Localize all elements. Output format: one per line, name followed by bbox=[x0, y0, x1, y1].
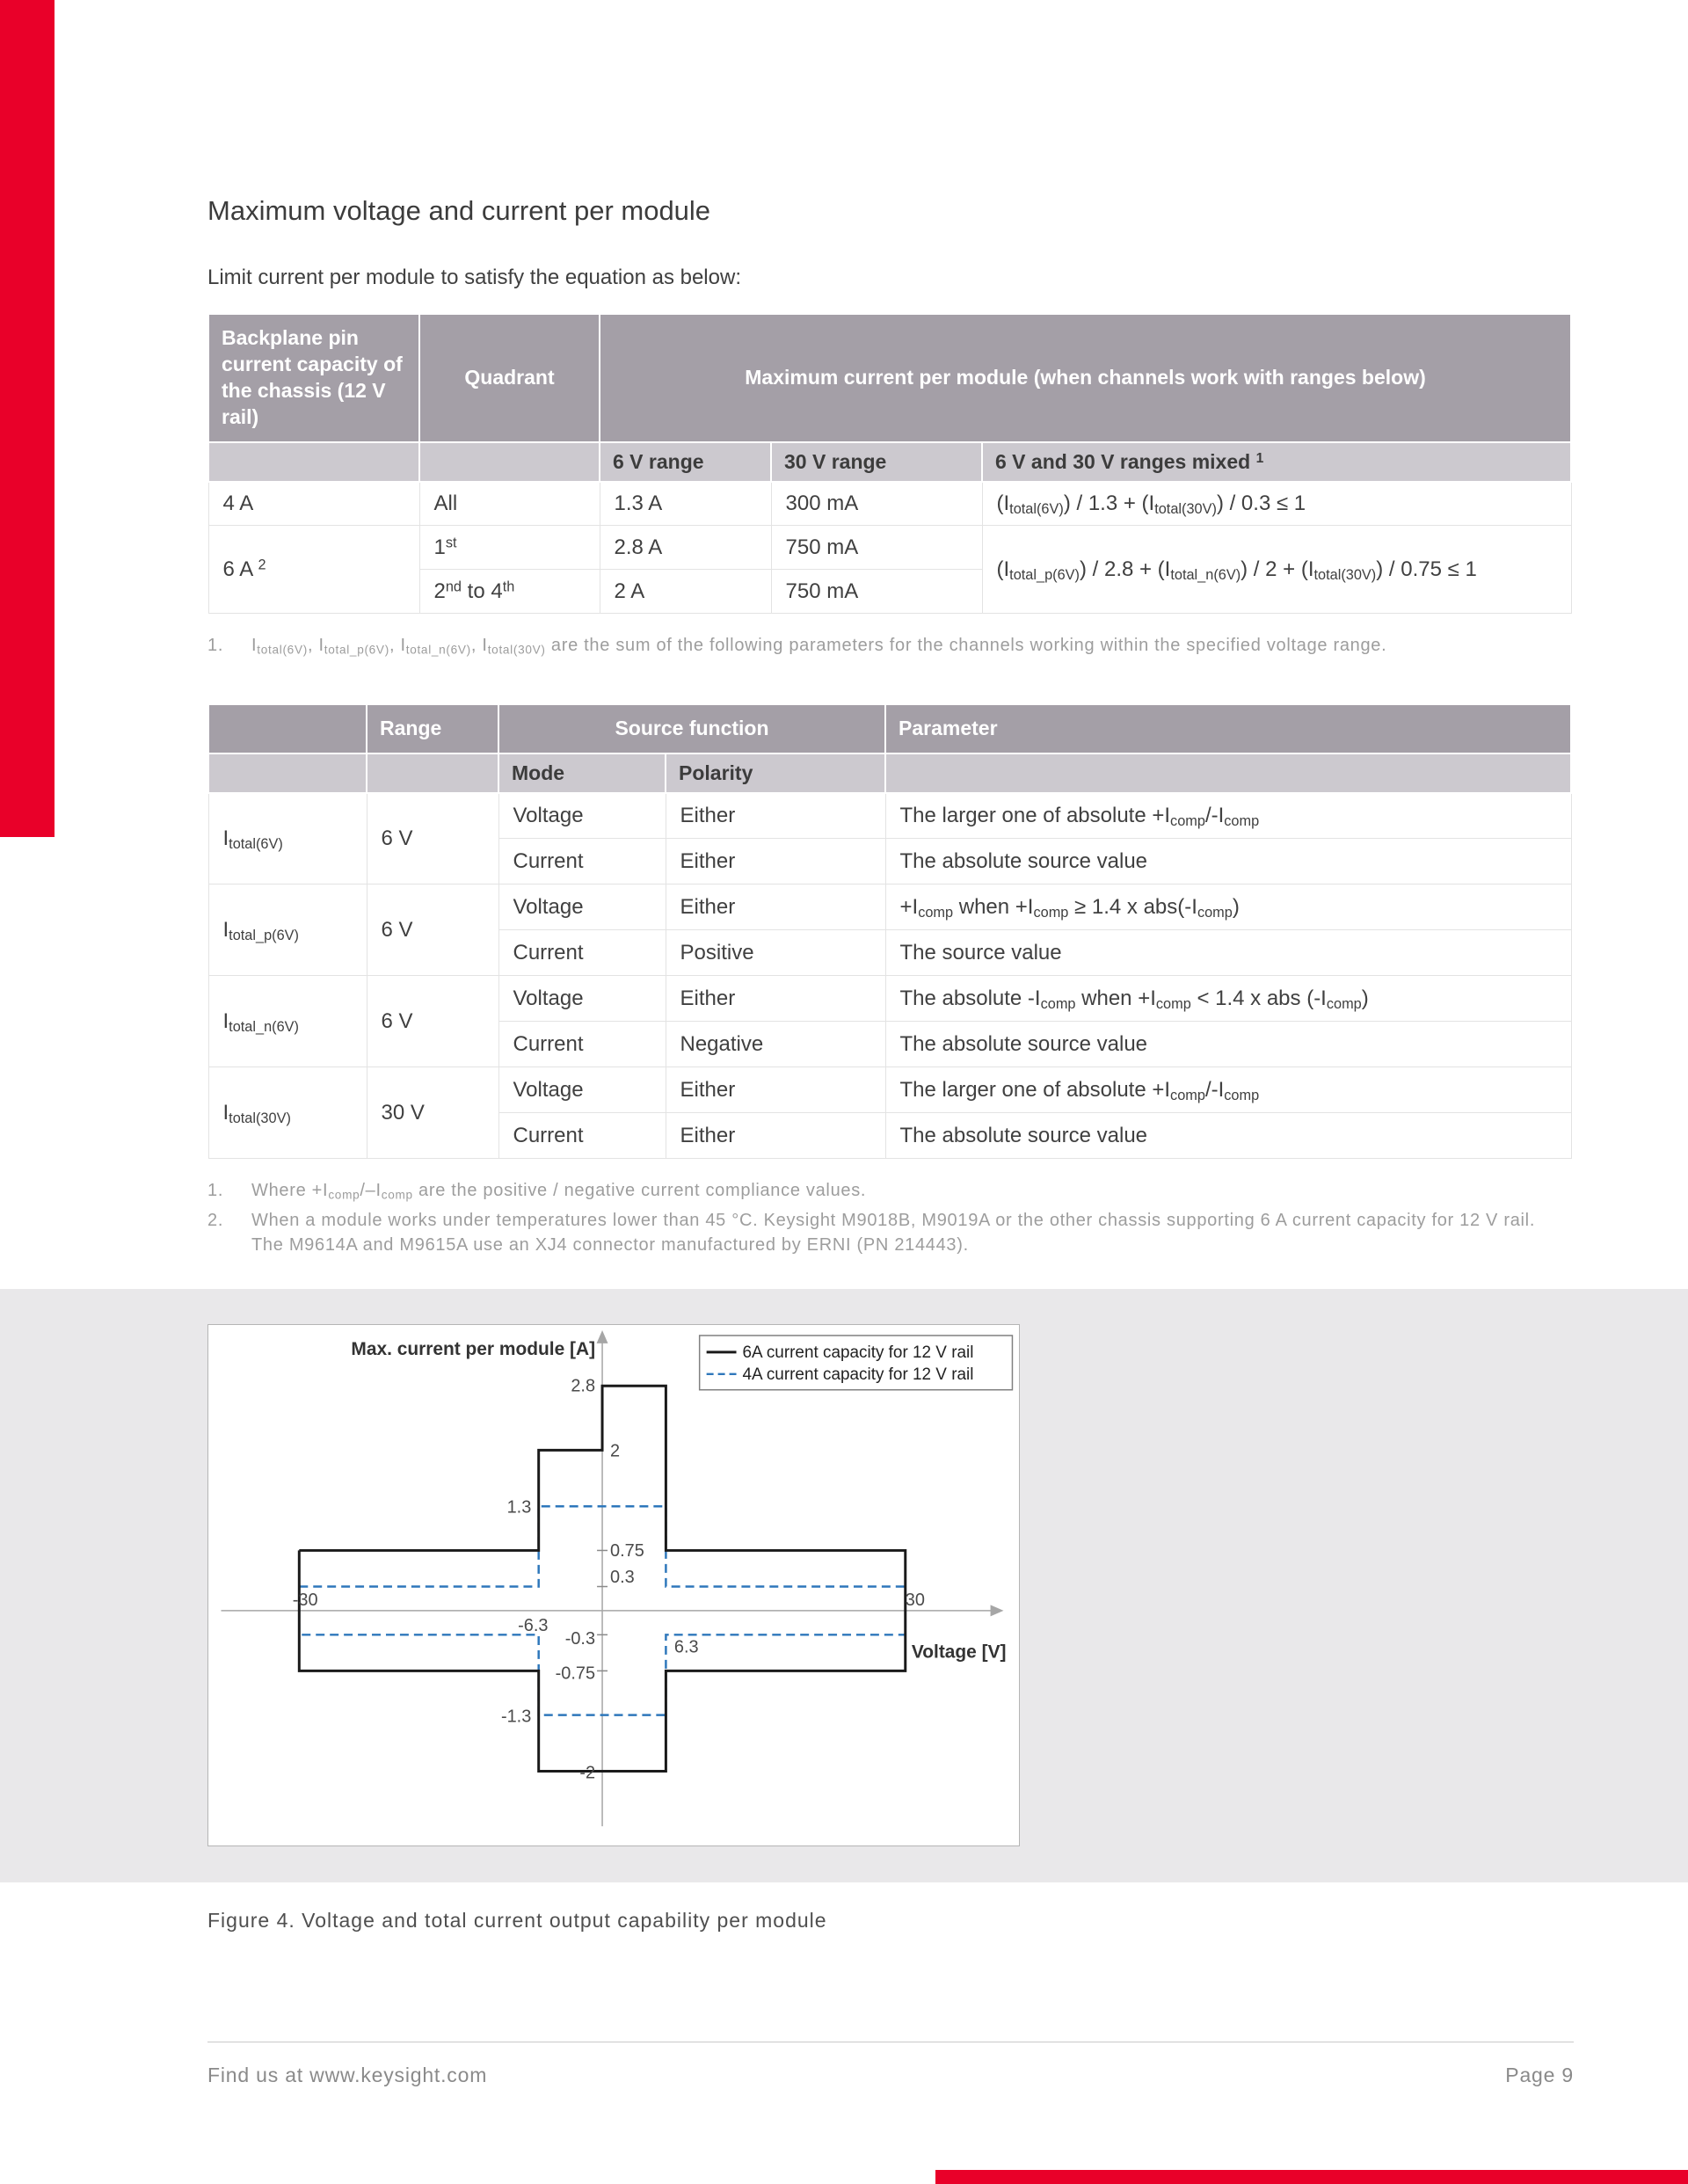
x-axis-arrow-icon bbox=[991, 1605, 1004, 1617]
cell-quadrant: 2nd to 4th bbox=[419, 570, 600, 614]
footer-find-us: Find us at www.keysight.com bbox=[207, 2064, 488, 2086]
cell-mode: Current bbox=[498, 1022, 666, 1067]
parameter-definition-table bbox=[207, 703, 1572, 1159]
y-tick-label: 2 bbox=[610, 1441, 621, 1461]
header-range: Range bbox=[367, 704, 498, 753]
x-tick-label: 30 bbox=[905, 1591, 925, 1611]
y-tick-label: 0.75 bbox=[610, 1541, 644, 1562]
cell-parameter: The absolute source value bbox=[885, 839, 1571, 885]
footnote-number: 1. bbox=[207, 636, 224, 656]
cell-param-name: $I_{total\_p(6V)}$ bbox=[208, 885, 367, 976]
footnote-number: 1. bbox=[207, 1181, 224, 1201]
table1-footnotes bbox=[207, 633, 1570, 658]
left-accent-bar bbox=[0, 0, 55, 837]
footnote-text: When a module works under temperatures lower than 45 °C. Keysight M9018B, M9019A or the other chassis supporting 6 A current capacity for 12 V rail. The M9614A and M9615A use an XJ4 connector manufactured by ERNI (PN 214443). bbox=[251, 1211, 1536, 1256]
y-tick-label: -0.3 bbox=[564, 1629, 596, 1649]
table1-subheader-row bbox=[208, 442, 1571, 482]
cell-param-name: $I_{total(6V)}$ bbox=[208, 793, 367, 885]
x-axis-title: Voltage [V] bbox=[911, 1642, 1007, 1663]
subheader-mixed-ranges: 6 V and 30 V ranges mixed $^1$ bbox=[982, 442, 1571, 482]
cell-range: 6 V bbox=[367, 885, 498, 976]
header-parameter: Parameter bbox=[885, 704, 1571, 753]
cell-parameter: The larger one of absolute $+I_{comp}/-I_{comp}$ bbox=[885, 793, 1571, 839]
cell-6v: 2.8 A bbox=[600, 526, 771, 570]
y-tick-label: 1.3 bbox=[506, 1497, 532, 1518]
cell-parameter: The source value bbox=[885, 930, 1571, 976]
x-tick-label: -30 bbox=[292, 1591, 318, 1611]
intro-text: Limit current per module to satisfy the equation as below: bbox=[207, 266, 741, 289]
subheader-mode: Mode bbox=[498, 753, 666, 793]
cell-30v: 750 mA bbox=[771, 570, 982, 614]
table-row bbox=[208, 482, 1571, 526]
cell-polarity: Either bbox=[666, 976, 885, 1022]
table2-footnotes bbox=[207, 1178, 1570, 1257]
table2-subheader-row bbox=[208, 753, 1571, 793]
page-title: Maximum voltage and current per module bbox=[207, 195, 711, 226]
y-tick-label: -2 bbox=[579, 1763, 596, 1783]
cell-polarity: Either bbox=[666, 885, 885, 930]
cell-polarity: Either bbox=[666, 839, 885, 885]
figure-background-band bbox=[0, 1289, 1688, 1882]
footnote-text: $I_{total(6V)}$, $I_{total\_p(6V)}$, $I_{total\_n(6V)}$, $I_{total(30V)}$ are the sum of the following parameters for the channels working within the specified voltage range. bbox=[251, 636, 1387, 657]
bottom-accent-bar bbox=[935, 2170, 1688, 2184]
header-max-current-group: Maximum current per module (when channels work with ranges below) bbox=[600, 314, 1571, 442]
subheader-empty bbox=[367, 753, 498, 793]
cell-mixed-formula: $(I_{total(6V)}) / 1.3 + (I_{total(30V)}) / 0.3 \le 1$ bbox=[982, 482, 1571, 526]
cell-quadrant: 1st bbox=[419, 526, 600, 570]
cell-parameter: The absolute source value bbox=[885, 1113, 1571, 1159]
cell-parameter: The larger one of absolute $+I_{comp}/-I_{comp}$ bbox=[885, 1067, 1571, 1113]
table-row bbox=[208, 976, 1571, 1022]
table1-header-row bbox=[208, 314, 1571, 442]
y-axis-title: Max. current per module [A] bbox=[351, 1339, 596, 1360]
y-tick-label: -0.75 bbox=[555, 1664, 596, 1685]
page-footer bbox=[207, 2042, 1574, 2087]
header-quadrant: Quadrant bbox=[419, 314, 600, 442]
cell-mode: Voltage bbox=[498, 793, 666, 839]
cell-capacity: 6 A $^2$ bbox=[208, 526, 419, 614]
subheader-polarity: Polarity bbox=[666, 753, 885, 793]
cell-mode: Voltage bbox=[498, 976, 666, 1022]
cell-6v: 1.3 A bbox=[600, 482, 771, 526]
voltage-current-chart bbox=[208, 1325, 1019, 1845]
y-tick-label: 0.3 bbox=[610, 1568, 635, 1588]
cell-polarity: Either bbox=[666, 1113, 885, 1159]
figure-caption: Figure 4. Voltage and total current output capability per module bbox=[207, 1909, 827, 1933]
cell-polarity: Positive bbox=[666, 930, 885, 976]
table-row bbox=[208, 526, 1571, 570]
cell-param-name: $I_{total\_n(6V)}$ bbox=[208, 976, 367, 1067]
cell-polarity: Either bbox=[666, 793, 885, 839]
cell-30v: 750 mA bbox=[771, 526, 982, 570]
legend-label-4a: 4A current capacity for 12 V rail bbox=[742, 1365, 974, 1385]
header-backplane-capacity: Backplane pin current capacity of the chassis (12 V rail) bbox=[208, 314, 419, 442]
cell-parameter: $+I_{comp}$ when $+I_{comp} \ge 1.4$ x $abs(-I_{comp})$ bbox=[885, 885, 1571, 930]
subheader-empty bbox=[885, 753, 1571, 793]
footnote bbox=[207, 1208, 1570, 1257]
footnote-text: Where $+I_{comp}/-I_{comp}$ are the positive / negative current compliance values. bbox=[251, 1181, 867, 1202]
cell-polarity: Either bbox=[666, 1067, 885, 1113]
header-empty bbox=[208, 704, 367, 753]
table2-header-row bbox=[208, 704, 1571, 753]
cell-range: 30 V bbox=[367, 1067, 498, 1159]
footnote-number: 2. bbox=[207, 1211, 224, 1231]
max-current-per-module-table bbox=[207, 313, 1572, 614]
cell-param-name: $I_{total(30V)}$ bbox=[208, 1067, 367, 1159]
legend-label-6a: 6A current capacity for 12 V rail bbox=[742, 1343, 974, 1363]
y-tick-label: -1.3 bbox=[500, 1707, 532, 1727]
table-row bbox=[208, 793, 1571, 839]
cell-30v: 300 mA bbox=[771, 482, 982, 526]
cell-quadrant: All bbox=[419, 482, 600, 526]
subheader-6v-range: 6 V range bbox=[600, 442, 771, 482]
cell-capacity: 4 A bbox=[208, 482, 419, 526]
cell-polarity: Negative bbox=[666, 1022, 885, 1067]
y-axis-arrow-icon bbox=[597, 1330, 608, 1343]
subheader-empty bbox=[208, 753, 367, 793]
cell-mode: Current bbox=[498, 839, 666, 885]
cell-mode: Voltage bbox=[498, 885, 666, 930]
subheader-empty bbox=[208, 442, 419, 482]
cell-mode: Current bbox=[498, 1113, 666, 1159]
footer-page-number: Page 9 bbox=[1505, 2064, 1574, 2086]
x-tick-label: -6.3 bbox=[518, 1616, 549, 1636]
cell-parameter: The absolute source value bbox=[885, 1022, 1571, 1067]
footnote bbox=[207, 1178, 1570, 1203]
table-row bbox=[208, 1067, 1571, 1113]
header-source-function: Source function bbox=[498, 704, 885, 753]
cell-range: 6 V bbox=[367, 793, 498, 885]
y-tick-label: 2.8 bbox=[571, 1377, 596, 1397]
cell-range: 6 V bbox=[367, 976, 498, 1067]
table-row bbox=[208, 885, 1571, 930]
figure-chart-frame bbox=[207, 1324, 1020, 1846]
footnote bbox=[207, 633, 1570, 658]
cell-mixed-formula: $(I_{total\_p(6V)}) / 2.8 + (I_{total\_n(6V)}) / 2 + (I_{total(30V)}) / 0.75 \le 1$ bbox=[982, 526, 1571, 614]
subheader-30v-range: 30 V range bbox=[771, 442, 982, 482]
cell-parameter: The absolute $-I_{comp}$ when $+I_{comp} < 1.4$ x abs $(-I_{comp})$ bbox=[885, 976, 1571, 1022]
cell-6v: 2 A bbox=[600, 570, 771, 614]
cell-mode: Voltage bbox=[498, 1067, 666, 1113]
x-tick-label: 6.3 bbox=[673, 1638, 699, 1658]
cell-mode: Current bbox=[498, 930, 666, 976]
subheader-empty bbox=[419, 442, 600, 482]
